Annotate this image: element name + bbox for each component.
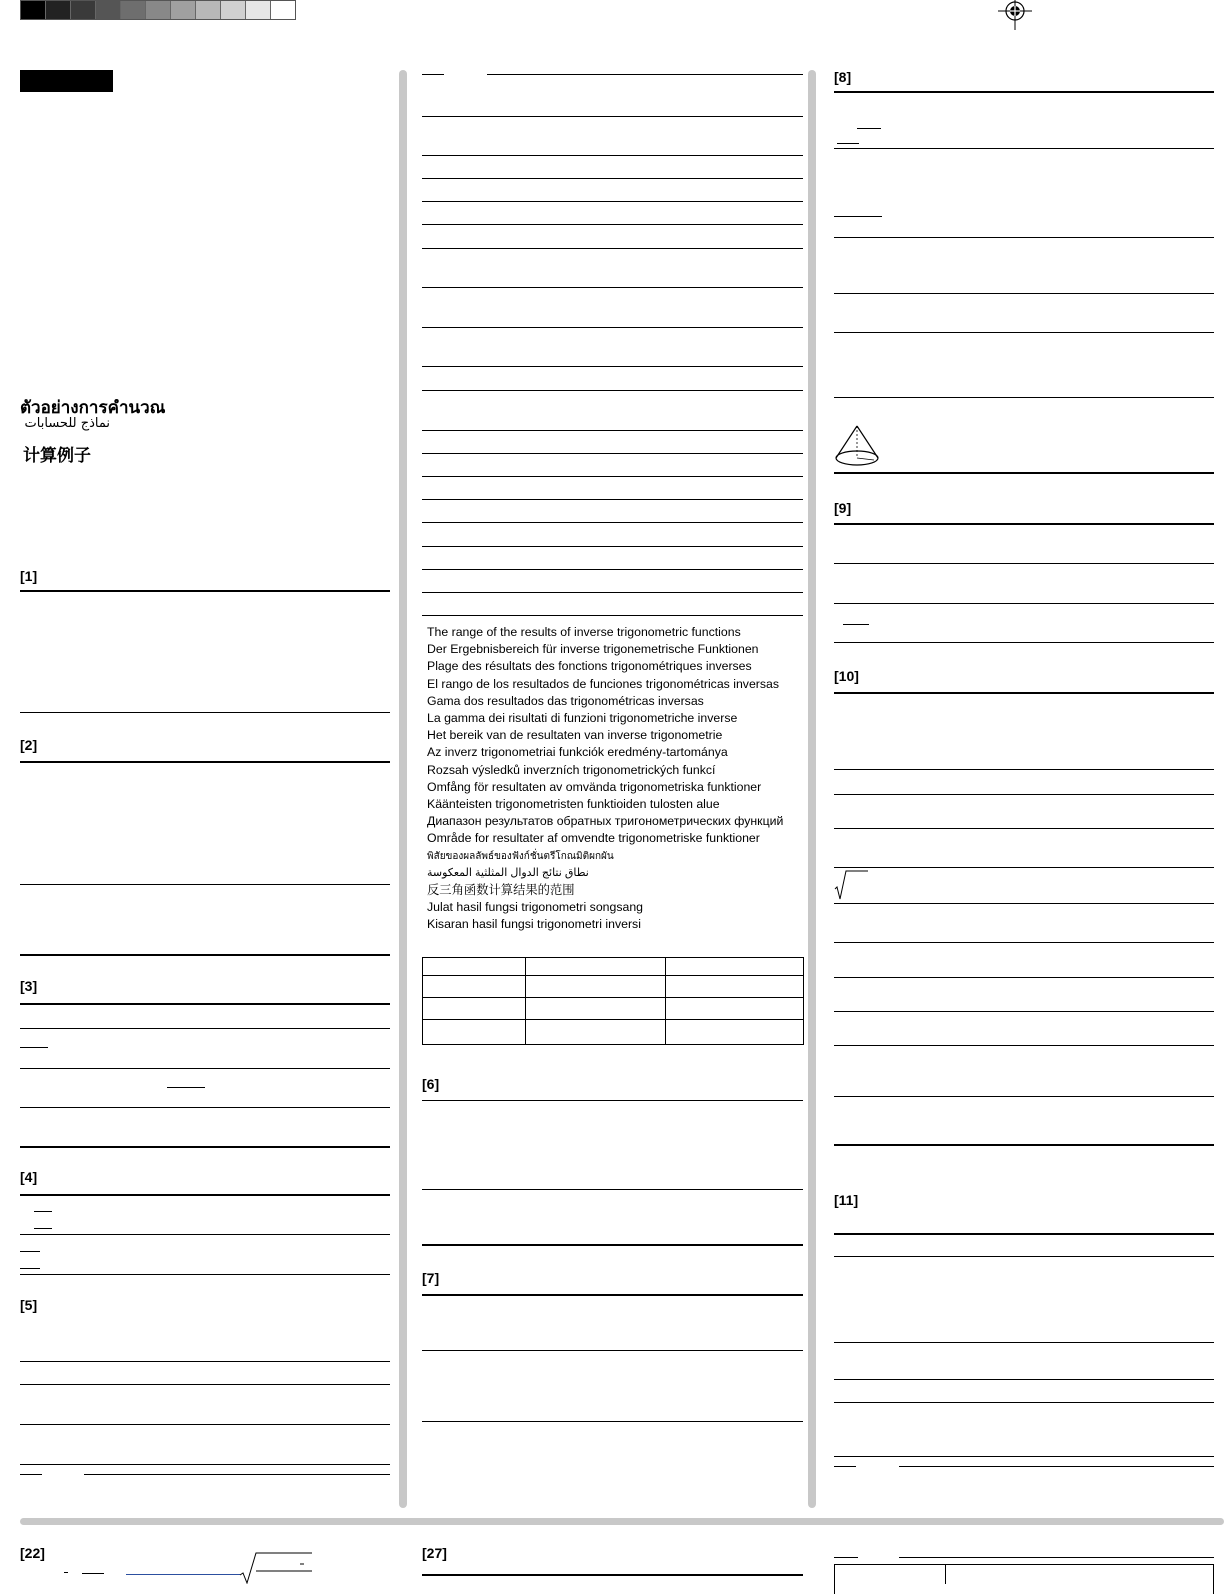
rule [422,546,803,547]
range-heading-line: The range of the results of inverse trigonometric functions [427,625,741,639]
table-row [423,976,804,998]
rule [834,332,1214,333]
table-cell [423,958,526,976]
rule [834,1256,1214,1257]
rule [834,794,1214,795]
range-heading-line: El rango de los resultados de funciones trigonométricas inversas [427,676,780,691]
rule [422,116,803,117]
rule [422,1421,803,1422]
rule [834,563,1214,564]
rule [20,1003,390,1005]
rule [422,1244,803,1246]
rule [422,366,803,367]
rule [422,155,803,156]
rule [20,1234,390,1235]
rule [834,903,1214,904]
table-cell [423,976,526,998]
rule [834,692,1214,694]
black-tab-marker [20,70,113,92]
table-row [423,998,804,1020]
rule [834,942,1214,943]
rule [20,1028,390,1029]
rule [422,615,803,616]
rule [20,590,390,592]
range-heading-line: La gamma dei risultati di funzioni trigonometriche inverse [427,711,738,726]
rule [834,397,1214,398]
rule [34,1228,52,1229]
title-thai: ตัวอย่างการคำนวณ [20,398,166,418]
table-cell [666,976,804,998]
section-label-2: [2] [20,737,38,753]
rule [20,761,390,763]
rule [843,624,869,625]
rule [167,1087,205,1088]
rule [20,1146,390,1148]
square-root-symbol [238,1551,314,1584]
rule [422,287,803,288]
table-cell [423,998,526,1020]
rule [422,248,803,249]
rule [834,1144,1214,1146]
range-heading-line: Julat hasil fungsi trigonometri songsang [427,900,644,915]
table-cell [666,958,804,976]
title-chinese: 计算例子 [23,446,91,466]
rule [834,1456,1214,1457]
cone-icon [834,424,880,468]
registration-mark-icon [998,0,1032,30]
grayscale-calibration-strip [20,0,296,20]
rule [20,1361,390,1362]
range-heading-line: Диапазон результатов обратных тригонометрических функций [427,814,784,829]
bottom-right-table-divider [945,1564,946,1584]
rule [834,472,1214,474]
rule [422,201,803,202]
section-label-10: [10] [834,668,859,684]
rule [20,1107,390,1108]
rule [20,1268,40,1269]
range-heading-line: Az inverz trigonometriai funkciók eredmény-tartománya [427,745,728,760]
title-arabic: نماذج للحسابات [24,416,110,431]
rule [422,430,803,431]
rule [422,1350,803,1351]
rule [899,1557,1214,1558]
range-heading-line: Gama dos resultados das trigonométricas inversas [427,693,704,708]
rule [834,867,1214,868]
rule [834,642,1214,643]
rule [422,592,803,593]
table-cell [526,1020,666,1045]
horizontal-page-divider [20,1518,1224,1525]
rule [422,522,803,523]
section-label-4: [4] [20,1169,38,1185]
rule [20,884,390,885]
rule [422,327,803,328]
rule [834,828,1214,829]
section-label-5: [5] [20,1297,38,1313]
rule [422,1100,803,1101]
section-label-11: [11] [834,1192,859,1208]
rule [422,453,803,454]
table-cell [666,998,804,1020]
rule [834,1466,856,1467]
range-heading-line: Plage des résultats des fonctions trigonométriques inverses [427,659,752,674]
range-heading-line: Käänteisten trigonometristen funktioiden tulosten alue [427,797,720,812]
rule [837,143,859,144]
rule [20,1464,390,1465]
column-divider-right [808,70,816,1508]
rule [422,74,444,75]
inverse-trig-range-heading [427,624,799,934]
rule [857,128,881,129]
rule [20,712,390,713]
rule [834,293,1214,294]
rule [20,954,390,956]
rule [834,523,1214,525]
section-label-7: [7] [422,1270,440,1286]
range-heading-line: Omfång för resultaten av omvända trigonometriska funktioner [427,779,762,794]
inverse-trig-range-table [422,957,804,1045]
section-label-9: [9] [834,500,852,516]
range-heading-line: نطاق نتائج الدوال المثلثية المعكوسة [427,866,589,879]
rule [422,1574,803,1576]
range-heading-line: Område for resultater af omvendte trigonometriske funktioner [427,831,760,846]
rule [422,178,803,179]
range-heading-line: Het bereik van de resultaten van inverse trigonometrie [427,728,723,743]
rule [834,148,1214,149]
rule [834,1402,1214,1403]
rule [422,569,803,570]
column-divider-left [399,70,407,1508]
table-cell [666,1020,804,1045]
table-row [423,958,804,976]
rule [422,224,803,225]
rule [64,1572,68,1573]
rule [487,74,803,75]
rule [899,1466,1214,1467]
table-cell [526,976,666,998]
rule [834,1379,1214,1380]
range-heading-line: 反三角函数计算结果的范围 [427,883,575,898]
rule [834,91,1214,93]
rule [422,499,803,500]
rule [834,1096,1214,1097]
rule [422,1189,803,1190]
section-label-3: [3] [20,978,38,994]
rule [20,1424,390,1425]
rule [82,1573,104,1574]
rule [422,390,803,391]
rule [20,1384,390,1385]
section-label-6: [6] [422,1076,440,1092]
rule [834,237,1214,238]
table-row [423,1020,804,1045]
rule [126,1574,240,1575]
range-heading-line: Rozsah výsledků inverzních trigonometrických funkcí [427,762,716,777]
rule [834,1233,1214,1235]
rule [834,1011,1214,1012]
section-label-1: [1] [20,568,38,584]
rule [834,1557,858,1558]
rule [34,1211,52,1212]
rule [20,1474,42,1475]
rule [20,1047,48,1048]
range-heading-line: Kisaran hasil fungsi trigonometri inversi [427,917,641,932]
rule [834,769,1214,770]
range-heading-line: Der Ergebnisbereich für inverse trigonemetrische Funktionen [427,642,759,657]
section-label-27: [27] [422,1545,447,1561]
rule [20,1251,40,1252]
rule [834,1045,1214,1046]
table-cell [526,958,666,976]
rule [422,1294,803,1296]
table-cell [423,1020,526,1045]
bottom-right-table [834,1564,1214,1594]
rule [84,1474,390,1475]
rule [20,1068,390,1069]
rule [20,1194,390,1196]
section-label-22: [22] [20,1545,45,1561]
square-root-symbol [834,867,870,901]
rule [834,1342,1214,1343]
rule [20,1274,390,1275]
rule [834,977,1214,978]
range-heading-line: พิสัยของผลลัพธ์ของฟังก์ชั่นตรีโกณมิติผกผัน [427,850,614,862]
rule [834,603,1214,604]
section-label-8: [8] [834,69,852,85]
rule [422,476,803,477]
table-cell [526,998,666,1020]
rule [834,216,882,217]
